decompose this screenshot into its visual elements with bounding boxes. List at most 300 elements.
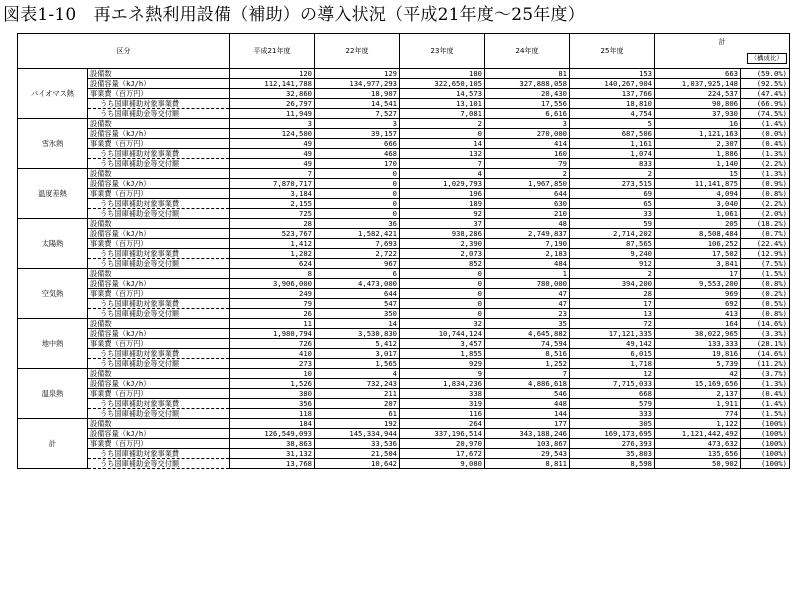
value-cell: 1,980,794 xyxy=(230,329,315,339)
ratio-cell: (22.4%) xyxy=(741,239,790,249)
value-cell: 0 xyxy=(315,189,400,199)
value-cell: 17,121,335 xyxy=(570,329,655,339)
ratio-cell: (1.3%) xyxy=(741,149,790,159)
value-cell: 644 xyxy=(315,289,400,299)
value-cell: 967 xyxy=(315,259,400,269)
ratio-cell: (1.4%) xyxy=(741,399,790,409)
row-label: うち国庫補助金等交付額 xyxy=(88,359,230,369)
ratio-cell: (100%) xyxy=(741,429,790,439)
row-label: 設備数 xyxy=(88,319,230,329)
value-cell: 0 xyxy=(400,309,485,319)
value-cell: 49 xyxy=(230,139,315,149)
ratio-cell: (7.5%) xyxy=(741,259,790,269)
header-total-label: 計 xyxy=(718,38,726,46)
total-cell: 11,141,875 xyxy=(655,179,741,189)
value-cell: 65 xyxy=(570,199,655,209)
table-row xyxy=(18,269,790,279)
value-cell: 28 xyxy=(230,219,315,229)
ratio-cell: (1.4%) xyxy=(741,119,790,129)
value-cell: 3 xyxy=(485,119,570,129)
value-cell: 13,768 xyxy=(230,459,315,469)
value-cell: 687,506 xyxy=(570,129,655,139)
total-cell: 17 xyxy=(655,269,741,279)
ratio-cell: (0.7%) xyxy=(741,229,790,239)
value-cell: 912 xyxy=(570,259,655,269)
value-cell: 668 xyxy=(570,389,655,399)
total-cell: 8,508,484 xyxy=(655,229,741,239)
total-cell: 3,040 xyxy=(655,199,741,209)
row-label: 設備数 xyxy=(88,219,230,229)
total-cell: 135,656 xyxy=(655,449,741,459)
category-name: 温泉熱 xyxy=(18,369,88,419)
value-cell: 624 xyxy=(230,259,315,269)
value-cell: 192 xyxy=(315,419,400,429)
table-row xyxy=(18,409,790,419)
value-cell: 1,526 xyxy=(230,379,315,389)
value-cell: 144 xyxy=(485,409,570,419)
table-row xyxy=(18,69,790,79)
value-cell: 1 xyxy=(485,269,570,279)
value-cell: 270,000 xyxy=(485,129,570,139)
value-cell: 273 xyxy=(230,359,315,369)
total-cell: 1,121,163 xyxy=(655,129,741,139)
table-row xyxy=(18,419,790,429)
row-label: うち国庫補助対象事業費 xyxy=(88,399,230,409)
total-cell: 5,739 xyxy=(655,359,741,369)
table-row xyxy=(18,259,790,269)
table-row xyxy=(18,169,790,179)
value-cell: 2,714,202 xyxy=(570,229,655,239)
value-cell: 120 xyxy=(230,69,315,79)
value-cell: 32,860 xyxy=(230,89,315,99)
ratio-cell: (1.5%) xyxy=(741,269,790,279)
header-category: 区分 xyxy=(18,34,230,69)
value-cell: 170 xyxy=(315,159,400,169)
total-cell: 19,816 xyxy=(655,349,741,359)
row-label: 設備数 xyxy=(88,69,230,79)
value-cell: 7,081 xyxy=(400,109,485,119)
value-cell: 38,863 xyxy=(230,439,315,449)
value-cell: 177 xyxy=(485,419,570,429)
table-row xyxy=(18,109,790,119)
value-cell: 380 xyxy=(230,389,315,399)
value-cell: 153 xyxy=(570,69,655,79)
value-cell: 0 xyxy=(400,129,485,139)
table-row xyxy=(18,329,790,339)
value-cell: 1,565 xyxy=(315,359,400,369)
value-cell: 356 xyxy=(230,399,315,409)
value-cell: 4,473,000 xyxy=(315,279,400,289)
value-cell: 4,886,618 xyxy=(485,379,570,389)
ratio-cell: (0.8%) xyxy=(741,189,790,199)
value-cell: 207 xyxy=(315,399,400,409)
value-cell: 33,536 xyxy=(315,439,400,449)
value-cell: 69 xyxy=(570,189,655,199)
table-row xyxy=(18,249,790,259)
value-cell: 9,080 xyxy=(400,459,485,469)
value-cell: 833 xyxy=(570,159,655,169)
row-label: うち国庫補助対象事業費 xyxy=(88,99,230,109)
total-cell: 17,502 xyxy=(655,249,741,259)
header-ratio-label: （構成比） xyxy=(747,53,788,64)
header-year-22: 22年度 xyxy=(315,34,400,69)
value-cell: 14 xyxy=(400,139,485,149)
table-row xyxy=(18,349,790,359)
total-cell: 50,902 xyxy=(655,459,741,469)
value-cell: 8,598 xyxy=(570,459,655,469)
value-cell: 3 xyxy=(230,119,315,129)
value-cell: 184 xyxy=(230,419,315,429)
value-cell: 10 xyxy=(230,369,315,379)
row-label: うち国庫補助金等交付額 xyxy=(88,209,230,219)
total-cell: 1,122 xyxy=(655,419,741,429)
row-label: 設備容量（kJ/h） xyxy=(88,79,230,89)
value-cell: 14,541 xyxy=(315,99,400,109)
category-name: 計 xyxy=(18,419,88,469)
row-label: 事業費（百万円） xyxy=(88,139,230,149)
table-row xyxy=(18,89,790,99)
value-cell: 126,549,093 xyxy=(230,429,315,439)
ratio-cell: (3.7%) xyxy=(741,369,790,379)
value-cell: 116 xyxy=(400,409,485,419)
value-cell: 137,766 xyxy=(570,89,655,99)
value-cell: 410 xyxy=(230,349,315,359)
table-row xyxy=(18,119,790,129)
value-cell: 0 xyxy=(315,179,400,189)
value-cell: 4,645,882 xyxy=(485,329,570,339)
value-cell: 1,029,793 xyxy=(400,179,485,189)
value-cell: 210 xyxy=(485,209,570,219)
total-cell: 42 xyxy=(655,369,741,379)
value-cell: 196 xyxy=(400,189,485,199)
value-cell: 35,803 xyxy=(570,449,655,459)
value-cell: 6 xyxy=(315,269,400,279)
value-cell: 47 xyxy=(485,299,570,309)
row-label: 設備容量（kJ/h） xyxy=(88,129,230,139)
value-cell: 8,811 xyxy=(485,459,570,469)
value-cell: 26,797 xyxy=(230,99,315,109)
total-cell: 692 xyxy=(655,299,741,309)
row-label: うち国庫補助金等交付額 xyxy=(88,459,230,469)
value-cell: 264 xyxy=(400,419,485,429)
value-cell: 929 xyxy=(400,359,485,369)
value-cell: 140,267,904 xyxy=(570,79,655,89)
value-cell: 547 xyxy=(315,299,400,309)
table-row xyxy=(18,199,790,209)
value-cell: 2,073 xyxy=(400,249,485,259)
value-cell: 414 xyxy=(485,139,570,149)
value-cell: 0 xyxy=(315,169,400,179)
category-name: バイオマス熱 xyxy=(18,69,88,119)
value-cell: 1,252 xyxy=(485,359,570,369)
table-row xyxy=(18,99,790,109)
total-cell: 16 xyxy=(655,119,741,129)
table-row xyxy=(18,289,790,299)
row-label: 事業費（百万円） xyxy=(88,389,230,399)
value-cell: 87,565 xyxy=(570,239,655,249)
value-cell: 249 xyxy=(230,289,315,299)
value-cell: 7 xyxy=(400,159,485,169)
row-label: 設備容量（kJ/h） xyxy=(88,279,230,289)
value-cell: 1,161 xyxy=(570,139,655,149)
ratio-cell: (18.2%) xyxy=(741,219,790,229)
value-cell: 3,906,000 xyxy=(230,279,315,289)
row-label: うち国庫補助対象事業費 xyxy=(88,449,230,459)
value-cell: 7,693 xyxy=(315,239,400,249)
ratio-cell: (2.0%) xyxy=(741,209,790,219)
header-year-h21: 平成21年度 xyxy=(230,34,315,69)
value-cell: 630 xyxy=(485,199,570,209)
value-cell: 725 xyxy=(230,209,315,219)
row-label: 設備数 xyxy=(88,169,230,179)
value-cell: 6,015 xyxy=(570,349,655,359)
value-cell: 211 xyxy=(315,389,400,399)
value-cell: 780,000 xyxy=(485,279,570,289)
total-cell: 164 xyxy=(655,319,741,329)
header-year-24: 24年度 xyxy=(485,34,570,69)
value-cell: 31,132 xyxy=(230,449,315,459)
value-cell: 3,530,830 xyxy=(315,329,400,339)
value-cell: 2,155 xyxy=(230,199,315,209)
row-label: うち国庫補助対象事業費 xyxy=(88,349,230,359)
ratio-cell: (100%) xyxy=(741,449,790,459)
row-label: うち国庫補助対象事業費 xyxy=(88,249,230,259)
category-name: 空気熱 xyxy=(18,269,88,319)
table-row xyxy=(18,149,790,159)
total-cell: 774 xyxy=(655,409,741,419)
value-cell: 61 xyxy=(315,409,400,419)
value-cell: 2 xyxy=(485,169,570,179)
total-cell: 15 xyxy=(655,169,741,179)
value-cell: 18,810 xyxy=(570,99,655,109)
category-name: 温度差熱 xyxy=(18,169,88,219)
table-row xyxy=(18,79,790,89)
total-cell: 413 xyxy=(655,309,741,319)
value-cell: 4 xyxy=(400,169,485,179)
value-cell: 112,141,788 xyxy=(230,79,315,89)
row-label: うち国庫補助金等交付額 xyxy=(88,109,230,119)
value-cell: 350 xyxy=(315,309,400,319)
table-row xyxy=(18,459,790,469)
category-name: 雪氷熱 xyxy=(18,119,88,169)
ratio-cell: (59.0%) xyxy=(741,69,790,79)
value-cell: 134,977,293 xyxy=(315,79,400,89)
total-cell: 15,169,656 xyxy=(655,379,741,389)
ratio-cell: (0.2%) xyxy=(741,289,790,299)
ratio-cell: (2.2%) xyxy=(741,199,790,209)
total-cell: 205 xyxy=(655,219,741,229)
value-cell: 305 xyxy=(570,419,655,429)
value-cell: 3 xyxy=(315,119,400,129)
value-cell: 8 xyxy=(230,269,315,279)
value-cell: 546 xyxy=(485,389,570,399)
table-row xyxy=(18,189,790,199)
value-cell: 11,949 xyxy=(230,109,315,119)
value-cell: 2,183 xyxy=(485,249,570,259)
ratio-cell: (66.9%) xyxy=(741,99,790,109)
ratio-cell: (14.6%) xyxy=(741,349,790,359)
value-cell: 26 xyxy=(230,309,315,319)
ratio-cell: (100%) xyxy=(741,459,790,469)
value-cell: 666 xyxy=(315,139,400,149)
ratio-cell: (74.5%) xyxy=(741,109,790,119)
value-cell: 10,744,124 xyxy=(400,329,485,339)
value-cell: 2,390 xyxy=(400,239,485,249)
total-cell: 106,252 xyxy=(655,239,741,249)
ratio-cell: (0.8%) xyxy=(741,279,790,289)
table-row xyxy=(18,159,790,169)
ratio-cell: (0.5%) xyxy=(741,299,790,309)
header-year-23: 23年度 xyxy=(400,34,485,69)
total-cell: 9,553,200 xyxy=(655,279,741,289)
value-cell: 1,412 xyxy=(230,239,315,249)
row-label: 設備数 xyxy=(88,119,230,129)
value-cell: 20,430 xyxy=(485,89,570,99)
value-cell: 32 xyxy=(400,319,485,329)
ratio-cell: (0.9%) xyxy=(741,179,790,189)
value-cell: 5 xyxy=(570,119,655,129)
value-cell: 523,767 xyxy=(230,229,315,239)
total-cell: 1,886 xyxy=(655,149,741,159)
installation-table xyxy=(17,33,790,469)
ratio-cell: (100%) xyxy=(741,419,790,429)
value-cell: 1,074 xyxy=(570,149,655,159)
table-row xyxy=(18,279,790,289)
total-cell: 2,137 xyxy=(655,389,741,399)
total-cell: 663 xyxy=(655,69,741,79)
value-cell: 852 xyxy=(400,259,485,269)
value-cell: 72 xyxy=(570,319,655,329)
ratio-cell: (2.2%) xyxy=(741,159,790,169)
row-label: うち国庫補助金等交付額 xyxy=(88,409,230,419)
value-cell: 21,504 xyxy=(315,449,400,459)
table-row xyxy=(18,219,790,229)
value-cell: 9 xyxy=(400,369,485,379)
value-cell: 644 xyxy=(485,189,570,199)
value-cell: 39,157 xyxy=(315,129,400,139)
value-cell: 48 xyxy=(485,219,570,229)
value-cell: 0 xyxy=(315,199,400,209)
value-cell: 160 xyxy=(485,149,570,159)
row-label: 事業費（百万円） xyxy=(88,439,230,449)
value-cell: 14,573 xyxy=(400,89,485,99)
value-cell: 276,393 xyxy=(570,439,655,449)
ratio-cell: (1.3%) xyxy=(741,169,790,179)
total-cell: 4,094 xyxy=(655,189,741,199)
value-cell: 49,142 xyxy=(570,339,655,349)
value-cell: 7 xyxy=(230,169,315,179)
category-name: 地中熱 xyxy=(18,319,88,369)
row-label: 設備数 xyxy=(88,369,230,379)
value-cell: 0 xyxy=(400,289,485,299)
value-cell: 20,970 xyxy=(400,439,485,449)
row-label: 設備容量（kJ/h） xyxy=(88,229,230,239)
value-cell: 180 xyxy=(400,69,485,79)
value-cell: 448 xyxy=(485,399,570,409)
value-cell: 49 xyxy=(230,149,315,159)
table-row xyxy=(18,379,790,389)
value-cell: 36 xyxy=(315,219,400,229)
category-name: 太陽熱 xyxy=(18,219,88,269)
value-cell: 13 xyxy=(570,309,655,319)
value-cell: 129 xyxy=(315,69,400,79)
value-cell: 1,282 xyxy=(230,249,315,259)
value-cell: 37 xyxy=(400,219,485,229)
table-row xyxy=(18,209,790,219)
table-row xyxy=(18,369,790,379)
table-row xyxy=(18,299,790,309)
value-cell: 333 xyxy=(570,409,655,419)
value-cell: 169,173,695 xyxy=(570,429,655,439)
row-label: 事業費（百万円） xyxy=(88,339,230,349)
value-cell: 1,582,421 xyxy=(315,229,400,239)
row-label: うち国庫補助金等交付額 xyxy=(88,159,230,169)
ratio-cell: (100%) xyxy=(741,439,790,449)
total-cell: 224,537 xyxy=(655,89,741,99)
ratio-cell: (1.3%) xyxy=(741,379,790,389)
value-cell: 7 xyxy=(485,369,570,379)
value-cell: 14 xyxy=(315,319,400,329)
table-row xyxy=(18,229,790,239)
total-cell: 133,333 xyxy=(655,339,741,349)
ratio-cell: (0.8%) xyxy=(741,309,790,319)
value-cell: 47 xyxy=(485,289,570,299)
row-label: 事業費（百万円） xyxy=(88,289,230,299)
value-cell: 3,184 xyxy=(230,189,315,199)
total-cell: 1,140 xyxy=(655,159,741,169)
value-cell: 13,101 xyxy=(400,99,485,109)
table-row xyxy=(18,129,790,139)
value-cell: 1,834,236 xyxy=(400,379,485,389)
table-row xyxy=(18,179,790,189)
value-cell: 273,515 xyxy=(570,179,655,189)
value-cell: 394,200 xyxy=(570,279,655,289)
value-cell: 124,500 xyxy=(230,129,315,139)
value-cell: 327,888,058 xyxy=(485,79,570,89)
value-cell: 10,642 xyxy=(315,459,400,469)
ratio-cell: (11.2%) xyxy=(741,359,790,369)
value-cell: 7,190 xyxy=(485,239,570,249)
row-label: 設備容量（kJ/h） xyxy=(88,429,230,439)
table-header-row xyxy=(18,34,790,69)
value-cell: 189 xyxy=(400,199,485,209)
value-cell: 11 xyxy=(230,319,315,329)
table-row xyxy=(18,399,790,409)
row-label: 事業費（百万円） xyxy=(88,239,230,249)
total-cell: 38,022,965 xyxy=(655,329,741,339)
value-cell: 1,967,850 xyxy=(485,179,570,189)
value-cell: 3,017 xyxy=(315,349,400,359)
table-row xyxy=(18,239,790,249)
value-cell: 338 xyxy=(400,389,485,399)
value-cell: 484 xyxy=(485,259,570,269)
ratio-cell: (92.5%) xyxy=(741,79,790,89)
table-row xyxy=(18,339,790,349)
table-row xyxy=(18,319,790,329)
row-label: 設備容量（kJ/h） xyxy=(88,329,230,339)
value-cell: 79 xyxy=(230,299,315,309)
value-cell: 732,243 xyxy=(315,379,400,389)
table-row xyxy=(18,429,790,439)
ratio-cell: (0.4%) xyxy=(741,139,790,149)
value-cell: 28 xyxy=(570,289,655,299)
value-cell: 4,754 xyxy=(570,109,655,119)
value-cell: 118 xyxy=(230,409,315,419)
table-row xyxy=(18,309,790,319)
value-cell: 74,594 xyxy=(485,339,570,349)
total-cell: 1,037,925,148 xyxy=(655,79,741,89)
header-year-25: 25年度 xyxy=(570,34,655,69)
